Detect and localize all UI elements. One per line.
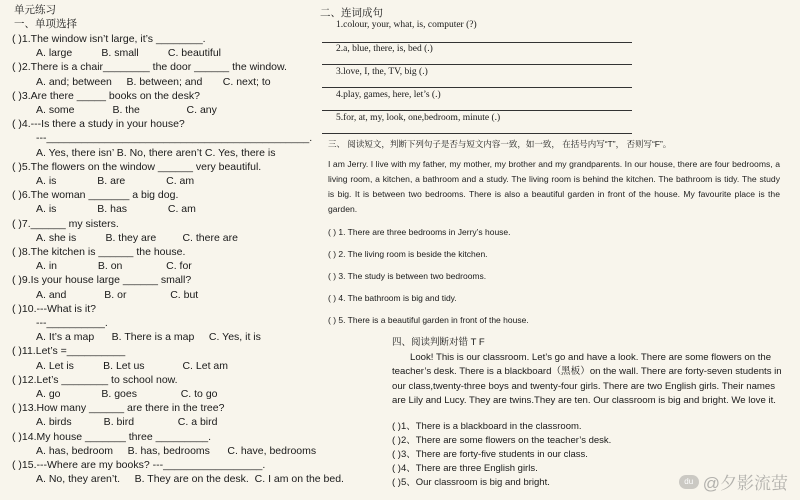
judgement-3-5[interactable]: ( ) 5. There is a beautiful garden in front of the house.: [328, 315, 529, 325]
judgement-3-1[interactable]: ( ) 1. There are three bedrooms in Jerry’s house.: [328, 227, 511, 237]
question-options: A. and B. or C. but: [36, 288, 199, 301]
sentence-3: 3.love, I, the, TV, big (.): [336, 67, 428, 77]
worksheet-title: 单元练习: [14, 4, 56, 16]
question-options: A. go B. goes C. to go: [36, 388, 218, 400]
question-stem[interactable]: ( )5.The flowers on the window ______ very beautiful.: [12, 160, 262, 173]
question-options: A. Let is B. Let us C. Let am: [36, 359, 228, 372]
question-options: A. Yes, there isn’ B. No, there aren’t C. Yes, there is: [36, 146, 276, 159]
answer-line: [322, 42, 632, 43]
question-stem[interactable]: ( )9.Is your house large ______ small?: [12, 274, 192, 287]
paw-icon: du: [679, 475, 699, 489]
question-stem[interactable]: ( )11.Let’s =__________: [12, 345, 126, 358]
question-stem[interactable]: ( )7.______ my sisters.: [12, 217, 119, 230]
question-options: A. some B. the C. any: [36, 104, 217, 116]
question-stem[interactable]: ( )14.My house _______ three _________.: [12, 430, 212, 443]
judgement-3-2[interactable]: ( ) 2. The living room is beside the kitchen.: [328, 249, 488, 259]
question-stem[interactable]: ( )12.Let’s ________ to school now.: [12, 373, 178, 386]
judgement-4-3[interactable]: ( )3、There are forty-five students in our class.: [392, 449, 588, 460]
section-2-heading: 二、连词成句: [320, 7, 383, 19]
section-1-heading: 一、单项选择: [14, 18, 77, 30]
judgement-3-3[interactable]: ( ) 3. The study is between two bedrooms.: [328, 271, 487, 281]
reading-passage-4: Look! This is our classroom. Let’s go and have a look. There are some flowers on the teacher’s desk. There is a blackboard（黑板）on the wall. There are forty-seven students in our class,twenty-three boys and twenty-four girls. There are two English girls. Their names are Lily and Lucy. They are twins.They are ten. Our classroom is big and bright. We love it.: [392, 352, 782, 406]
section-3-heading: 三、 阅读短文，判断下列句子是否与短文内容一致，如一致， 在括号内写“T”， 否则写“F”。: [328, 139, 672, 149]
question-options: A. is B. has C. am: [36, 203, 196, 216]
section-4-heading: 四、阅读判断对错 T F: [392, 337, 485, 348]
judgement-4-5[interactable]: ( )5、Our classroom is big and bright.: [392, 477, 550, 488]
question-options: A. It’s a map B. There is a map C. Yes, it is: [36, 331, 261, 344]
judgement-4-4[interactable]: ( )4、There are three English girls.: [392, 463, 538, 474]
question-options: A. is B. are C. am: [36, 175, 195, 187]
question-stem[interactable]: ( )2.There is a chair________ the door ______ the window.: [12, 61, 287, 74]
question-options: A. she is B. they are C. there are: [36, 231, 238, 244]
sentence-1: 1.colour, your, what, is, computer (?): [336, 20, 477, 30]
judgement-4-2[interactable]: ( )2、There are some flowers on the teacher’s desk.: [392, 435, 612, 446]
question-options: A. birds B. bird C. a bird: [36, 416, 218, 429]
answer-line: [322, 64, 632, 65]
question-options: A. and; between B. between; and C. next; to: [36, 75, 271, 88]
answer-line: [322, 110, 632, 111]
question-stem[interactable]: ( )8.The kitchen is ______ the house.: [12, 246, 186, 258]
judgement-3-4[interactable]: ( ) 4. The bathroom is big and tidy.: [328, 293, 457, 303]
sentence-4: 4.play, games, here, let’s (.): [336, 90, 441, 100]
sentence-2: 2.a, blue, there, is, bed (.): [336, 44, 433, 54]
question-stem[interactable]: ( )4.---Is there a study in your house?: [12, 118, 185, 131]
reading-passage-3: I am Jerry. I live with my father, my mother, my brother and my grandparents. In our house, there are four bedrooms, a living room, a kitchen, a bathroom and a study. The living room is behind the kitchen. The bathroom is tidy. The study is big. It is between two bedrooms. There is also a beautiful garden in front of the house. My favourite place is the garden.: [328, 159, 780, 214]
answer-line: [322, 133, 632, 134]
question-stem[interactable]: ( )15.---Where are my books? ---_________________.: [12, 459, 266, 471]
question-stem[interactable]: ( )10.---What is it?: [12, 302, 97, 315]
question-options: A. large B. small C. beautiful: [36, 47, 221, 60]
watermark-text: @夕影流萤: [702, 474, 788, 493]
answer-line: [322, 87, 632, 88]
question-options: A. has, bedroom B. has, bedrooms C. have, bedrooms: [36, 444, 317, 457]
question-stem[interactable]: ( )6.The woman _______ a big dog.: [12, 189, 179, 202]
answer-blank: ---_____________________________________________.: [36, 132, 313, 145]
question-options: A. in B. on C. for: [36, 260, 192, 273]
watermark: [679, 469, 788, 494]
judgement-4-1[interactable]: ( )1、There is a blackboard in the classroom.: [392, 421, 582, 432]
question-options: A. No, they aren’t. B. They are on the desk. C. I am on the bed.: [36, 473, 344, 486]
sentence-5: 5.for, at, my, look, one,bedroom, minute (.): [336, 113, 501, 123]
question-stem[interactable]: ( )3.Are there _____ books on the desk?: [12, 89, 200, 102]
answer-blank: ---__________.: [36, 317, 108, 329]
question-stem[interactable]: ( )1.The window isn’t large, it’s ________.: [12, 33, 206, 45]
question-stem[interactable]: ( )13.How many ______ are there in the tree?: [12, 402, 225, 415]
